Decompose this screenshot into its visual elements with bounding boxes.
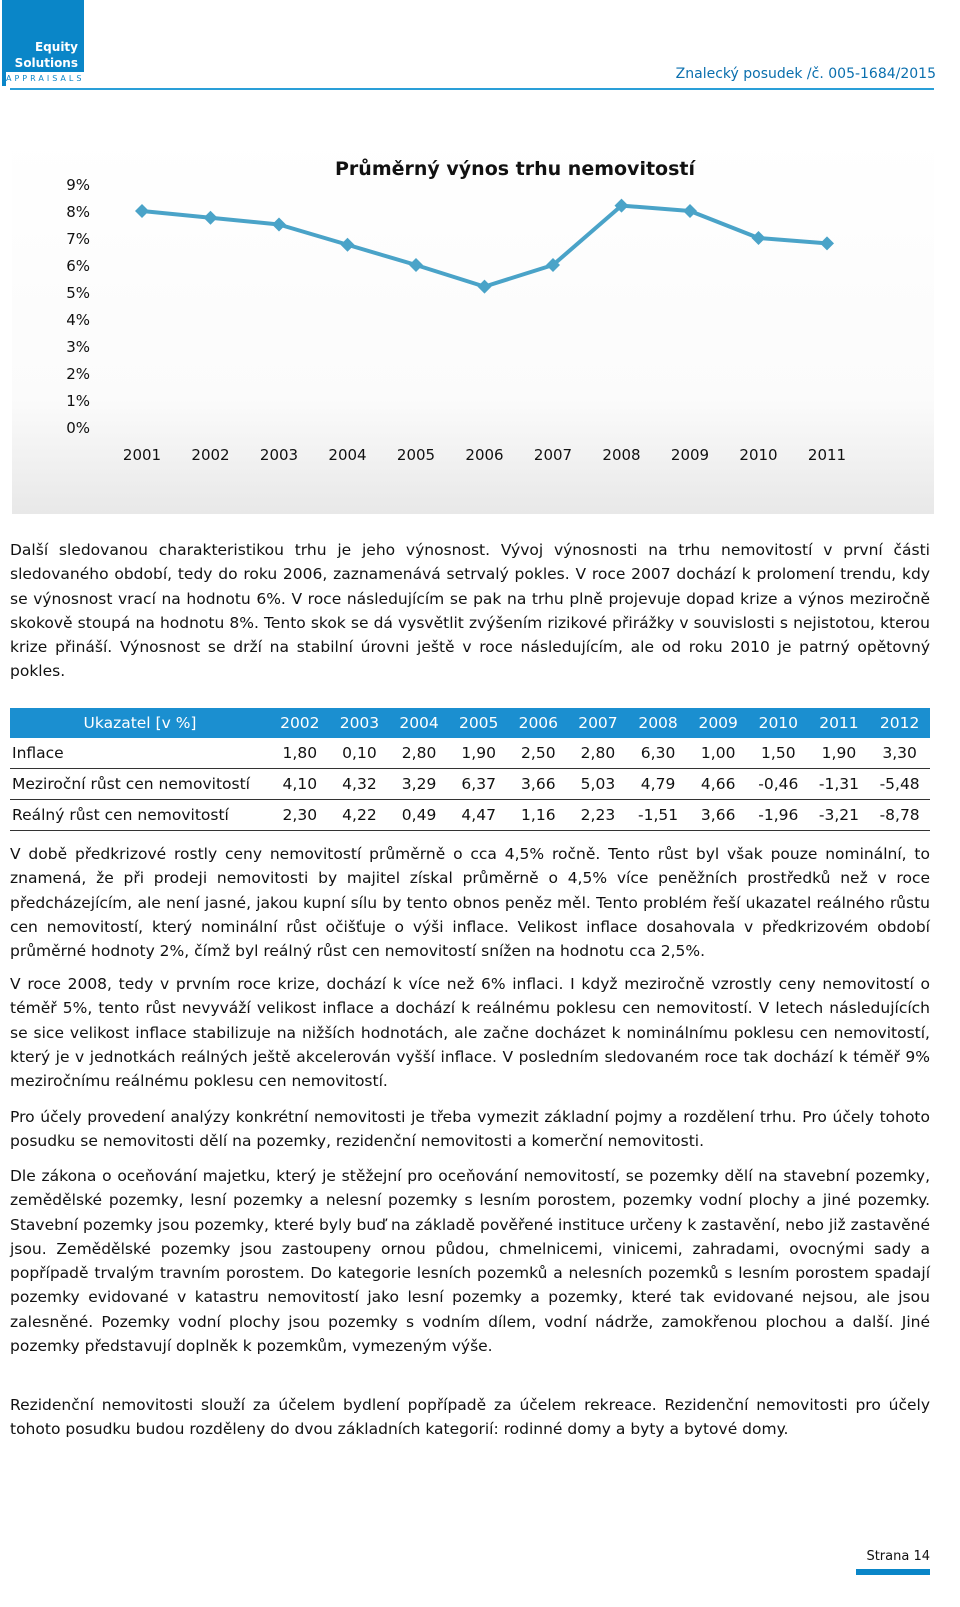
x-tick-label: 2001 bbox=[122, 446, 162, 464]
table-cell: 2,30 bbox=[270, 800, 330, 831]
table-cell: 5,03 bbox=[568, 769, 628, 800]
table-row-real-growth bbox=[10, 800, 930, 831]
table-cell: -8,78 bbox=[869, 800, 930, 831]
table-cell: 1,90 bbox=[809, 738, 870, 769]
y-tick-label: 0% bbox=[66, 419, 90, 437]
table-cell: 6,37 bbox=[449, 769, 509, 800]
logo-line-1: Equity bbox=[34, 40, 78, 54]
table-cell: 4,32 bbox=[330, 769, 390, 800]
table-header-year: 2008 bbox=[638, 714, 678, 732]
data-point-marker bbox=[409, 258, 423, 272]
table-header-year: 2009 bbox=[698, 714, 738, 732]
table-header-year: 2005 bbox=[458, 714, 499, 732]
table-cell: 4,79 bbox=[628, 769, 689, 800]
chart-title: Průměrný výnos trhu nemovitostí bbox=[335, 158, 695, 180]
y-tick-label: 4% bbox=[66, 311, 90, 329]
x-tick-label: 2003 bbox=[259, 446, 299, 464]
table-cell: 4,22 bbox=[330, 800, 390, 831]
table-header-year: 2006 bbox=[518, 714, 559, 732]
data-point-marker bbox=[820, 236, 834, 250]
table-cell: 6,30 bbox=[628, 738, 689, 769]
x-tick-label: 2008 bbox=[602, 446, 641, 464]
y-tick-label: 8% bbox=[66, 203, 90, 221]
y-tick-label: 7% bbox=[66, 230, 90, 248]
paragraph-yield: Další sledovanou charakteristikou trhu je jeho výnosnost. Vývoj výnosnosti na trhu nemovitostí v první části sledovaného období, tedy do roku 2006, zaznamenává setrvalý pokles. V roce 2007 dochází k prolomení trendu, kdy se výnosnost vrací na hodnotu 6%. V roce následujícím se pak na trhu plně projevuje dopad krize a výnos meziročně skokově stoupá na hodnotu 8%. Tento skok se dá vysvětlit zvýšením rizikové přirážky v souvislosti s nejistotou, kterou krize přináší. Výnosnost se drží na stabilní úrovni ještě v roce následujícím, ale od roku 2010 je patrný opětovný pokles. bbox=[10, 541, 930, 681]
data-point-marker bbox=[204, 211, 218, 225]
table-header-row bbox=[10, 708, 930, 738]
paragraph-inflation-2008: V roce 2008, tedy v prvním roce krize, dochází k více než 6% inflaci. I když meziročně vzrostly ceny nemovitostí o téměř 5%, tento růst nevyváží velikost inflace a dochází k reálnému poklesu cen nemovitostí. V letech následujících se sice velikost inflace stabilizuje na nižších hodnotách, ale začne docházet k nominálnímu poklesu cen nemovitostí, který je v jednotkách reálných ještě akcelerován vyšší inflace. V posledním sledovaném roce tak dochází k téměř 9% meziročnímu reálnému poklesu cen nemovitostí. bbox=[10, 975, 930, 1091]
table-cell: 3,66 bbox=[688, 800, 748, 831]
table-cell: -1,31 bbox=[809, 769, 870, 800]
table-header-year: 2003 bbox=[339, 714, 380, 732]
table-cell: 3,66 bbox=[509, 769, 569, 800]
report-number: Znalecký posudek /č. 005-1684/2015 bbox=[675, 66, 936, 82]
table-header-year: 2007 bbox=[578, 714, 618, 732]
y-tick-label: 2% bbox=[66, 365, 90, 383]
table-cell: 1,50 bbox=[748, 738, 809, 769]
y-tick-label: 1% bbox=[66, 392, 90, 410]
logo-line-2: Solutions bbox=[14, 56, 78, 70]
series-line bbox=[142, 206, 827, 287]
table-header-year: 2012 bbox=[879, 714, 920, 732]
x-tick-label: 2006 bbox=[465, 446, 504, 464]
paragraph-land-types: Dle zákona o oceňování majetku, který je stěžejní pro oceňování nemovitostí, se pozemky dělí na stavební pozemky, zemědělské pozemky, lesní pozemky a nelesní pozemky s lesním porostem, pozemky vodní plochy a jiné pozemky. Stavební pozemky jsou pozemky, které byly buď na základě pověřené instituce určeny k zastavění, nebo již zastavěné jsou. Zemědělské pozemky jsou zastoupeny ornou půdou, chmelnicemi, vinicemi, zahradami, ovocnými sady a popřípadě trvalým travním porostem. Do kategorie lesních pozemků a nelesních pozemků s lesním porostem spadají pozemky evidované v katastru nemovitostí jako lesní pozemky a pozemky, které tak evidované nejsou, ale jsou zalesněné. Pozemky vodní plochy jsou pozemky s vodním dílem, vodní nádrže, zamokřenou plochou a další. Jiné pozemky představují doplněk k pozemkům, vymezeným výše. bbox=[10, 1167, 930, 1356]
data-point-marker bbox=[683, 204, 697, 218]
data-point-marker bbox=[341, 238, 355, 252]
table-header-year: 2010 bbox=[758, 714, 799, 732]
table-cell: 2,50 bbox=[509, 738, 569, 769]
table-cell: -5,48 bbox=[869, 769, 930, 800]
y-tick-label: 6% bbox=[66, 257, 90, 275]
paragraph-nominal-growth: V době předkrizové rostly ceny nemovitostí průměrně o cca 4,5% ročně. Tento růst byl však pouze nominální, to znamená, že při prodeji nemovitosti by majitel získal průměrně o 4,5% více peněžních prostředků než v roce předcházejícím, ale není jasné, jakou kupní sílu by tento obnos peněz měl. Tento problém řeší ukazatel reálného růstu cen nemovitostí, který nominální růst očišťuje o výši inflace. Velikost inflace dosahovala v předkrizovém období průměrné hodnoty 2%, čímž byl reálný růst cen nemovitostí snížen na hodnotu cca 2,5%. bbox=[10, 845, 930, 961]
row-label: Reálný růst cen nemovitostí bbox=[10, 800, 270, 831]
table-cell: 0,10 bbox=[330, 738, 390, 769]
table-cell: 1,80 bbox=[270, 738, 330, 769]
yield-chart-svg bbox=[12, 132, 934, 514]
table-cell: 2,80 bbox=[568, 738, 628, 769]
y-tick-label: 9% bbox=[66, 176, 90, 194]
x-tick-label: 2011 bbox=[807, 446, 847, 464]
table-cell: 1,16 bbox=[509, 800, 569, 831]
y-tick-label: 5% bbox=[66, 284, 90, 302]
table-cell: 1,90 bbox=[449, 738, 509, 769]
page-number: Strana 14 bbox=[866, 1549, 930, 1564]
table-header-year: 2011 bbox=[819, 714, 859, 732]
data-point-marker bbox=[135, 204, 149, 218]
x-tick-label: 2004 bbox=[328, 446, 367, 464]
x-tick-label: 2007 bbox=[533, 446, 573, 464]
table-cell: 3,29 bbox=[389, 769, 449, 800]
indicator-table bbox=[10, 708, 930, 831]
data-point-marker bbox=[272, 218, 286, 232]
table-header-year: 2004 bbox=[399, 714, 439, 732]
footer-accent-bar bbox=[856, 1569, 930, 1575]
table-cell: 2,23 bbox=[568, 800, 628, 831]
table-header-year: 2002 bbox=[280, 714, 320, 732]
table-row-nominal-growth bbox=[10, 769, 930, 800]
table-header-label: Ukazatel [v %] bbox=[83, 714, 197, 732]
x-tick-label: 2002 bbox=[191, 446, 230, 464]
table-cell: -3,21 bbox=[809, 800, 870, 831]
logo-subtitle: APPRAISALS bbox=[6, 72, 86, 86]
table-cell: 3,30 bbox=[869, 738, 930, 769]
row-label: Meziroční růst cen nemovitostí bbox=[10, 769, 270, 800]
table-cell: -1,96 bbox=[748, 800, 809, 831]
data-point-marker bbox=[752, 231, 766, 245]
paragraph-market-division: Pro účely provedení analýzy konkrétní nemovitosti je třeba vymezit základní pojmy a rozdělení trhu. Pro účely tohoto posudku se nemovitosti dělí na pozemky, rezidenční nemovitosti a komerční nemovitosti. bbox=[10, 1108, 930, 1151]
table-cell: 1,00 bbox=[688, 738, 748, 769]
paragraph-residential: Rezidenční nemovitosti slouží za účelem bydlení popřípadě za účelem rekreace. Rezidenční nemovitosti pro účely tohoto posudku budou rozděleny do dvou základních kategorií: rodinné domy a byty a bytové domy. bbox=[10, 1396, 930, 1439]
table-cell: 0,49 bbox=[389, 800, 449, 831]
x-tick-label: 2009 bbox=[670, 446, 710, 464]
row-label: Inflace bbox=[10, 738, 270, 769]
table-cell: -0,46 bbox=[748, 769, 809, 800]
table-cell: 4,66 bbox=[688, 769, 748, 800]
table-cell: 4,10 bbox=[270, 769, 330, 800]
x-tick-label: 2005 bbox=[396, 446, 436, 464]
table-cell: 2,80 bbox=[389, 738, 449, 769]
x-tick-label: 2010 bbox=[739, 446, 778, 464]
table-row-inflation bbox=[10, 738, 930, 769]
y-tick-label: 3% bbox=[66, 338, 90, 356]
data-point-marker bbox=[478, 280, 492, 294]
company-logo bbox=[2, 0, 84, 86]
header-divider bbox=[10, 88, 934, 90]
table-cell: 4,47 bbox=[449, 800, 509, 831]
yield-chart bbox=[12, 132, 934, 514]
table-cell: -1,51 bbox=[628, 800, 689, 831]
